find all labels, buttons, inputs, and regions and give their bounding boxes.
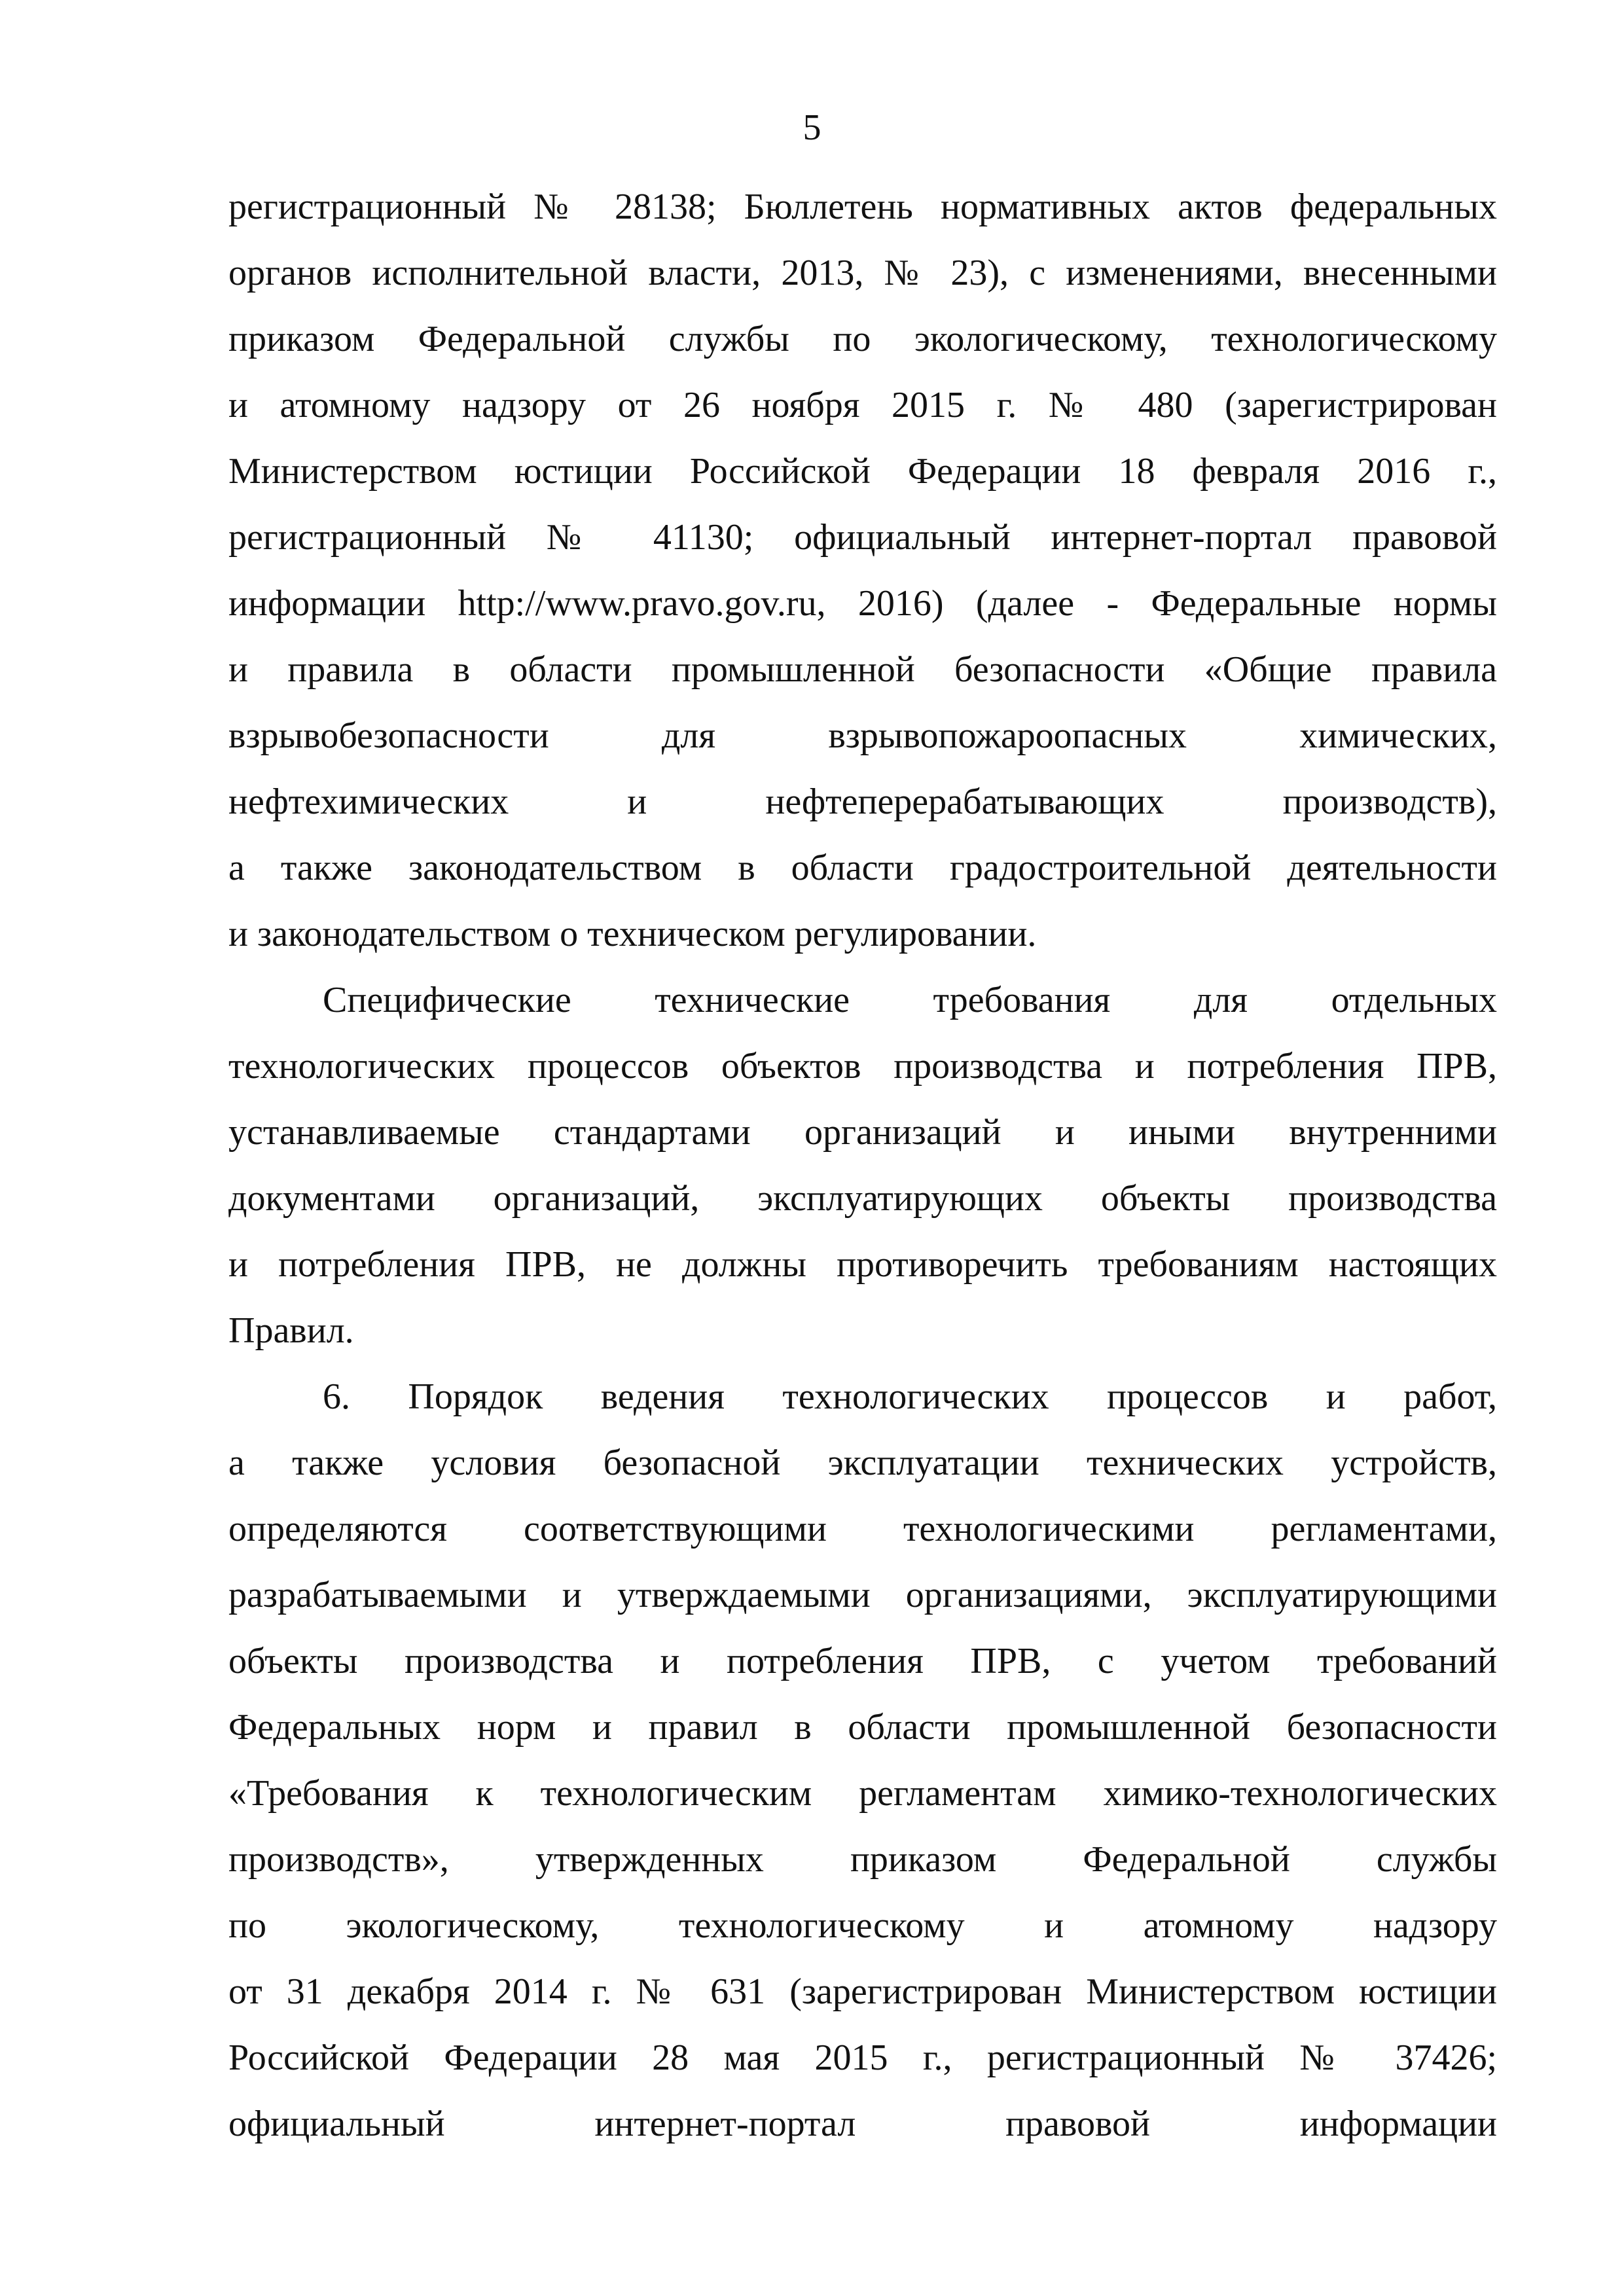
text-line: разрабатываемыми и утверждаемыми организациями, эксплуатирующими <box>228 1575 1497 1615</box>
text-line: определяются соответствующими технологическими регламентами, <box>228 1509 1497 1549</box>
text-line: 6. Порядок ведения технологических процессов и работ, <box>323 1376 1497 1417</box>
document-body <box>228 174 1497 2157</box>
page-number: 5 <box>803 107 821 148</box>
text-line: Правил. <box>228 1310 354 1351</box>
text-line: документами организаций, эксплуатирующих объекты производства <box>228 1178 1497 1219</box>
text-line: от 31 декабря 2014 г. № 631 (зарегистрирован Министерством юстиции <box>228 1971 1497 2012</box>
text-line: органов исполнительной власти, 2013, № 23), с изменениями, внесенными <box>228 253 1497 293</box>
text-line: и законодательством о техническом регулировании. <box>228 914 1037 954</box>
text-line: Российской Федерации 28 мая 2015 г., регистрационный № 37426; <box>228 2037 1497 2078</box>
text-line: и потребления ПРВ, не должны противоречить требованиям настоящих <box>228 1244 1497 1285</box>
text-line: объекты производства и потребления ПРВ, с учетом требований <box>228 1641 1497 1681</box>
paragraph-2 <box>228 967 1497 1364</box>
text-line: приказом Федеральной службы по экологическому, технологическому <box>228 319 1497 359</box>
text-line: и атомному надзору от 26 ноября 2015 г. № 480 (зарегистрирован <box>228 385 1497 425</box>
text-line: и правила в области промышленной безопасности «Общие правила <box>228 649 1497 690</box>
text-line: по экологическому, технологическому и атомному надзору <box>228 1905 1497 1946</box>
text-line: производств», утвержденных приказом Федеральной службы <box>228 1839 1497 1880</box>
text-line: регистрационный № 41130; официальный интернет-портал правовой <box>228 517 1497 558</box>
text-line: «Требования к технологическим регламентам химико-технологических <box>228 1773 1497 1814</box>
text-line: регистрационный № 28138; Бюллетень нормативных актов федеральных <box>228 187 1497 227</box>
paragraph-3 <box>228 1364 1497 2157</box>
text-line: официальный интернет-портал правовой информации <box>228 2104 1497 2144</box>
text-line: Федеральных норм и правил в области промышленной безопасности <box>228 1707 1497 1748</box>
text-line: а также условия безопасной эксплуатации технических устройств, <box>228 1443 1497 1483</box>
text-line: Министерством юстиции Российской Федерации 18 февраля 2016 г., <box>228 451 1497 492</box>
text-line: технологических процессов объектов производства и потребления ПРВ, <box>228 1046 1497 1086</box>
text-line: а также законодательством в области градостроительной деятельности <box>228 848 1497 888</box>
text-line: Специфические технические требования для отдельных <box>323 980 1497 1020</box>
text-line: информации http://www.pravo.gov.ru, 2016) (далее - Федеральные нормы <box>228 583 1497 624</box>
text-line: нефтехимических и нефтеперерабатывающих производств), <box>228 781 1497 822</box>
text-line: устанавливаемые стандартами организаций и иными внутренними <box>228 1112 1497 1153</box>
text-line: взрывобезопасности для взрывопожароопасных химических, <box>228 715 1497 756</box>
paragraph-1 <box>228 174 1497 967</box>
